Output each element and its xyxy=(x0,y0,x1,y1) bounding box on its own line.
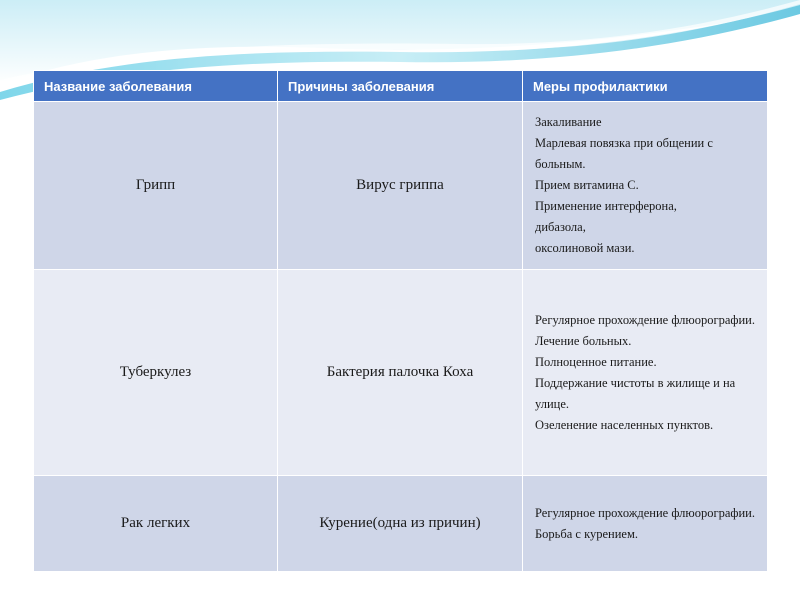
measure-item: Регулярное прохождение флюорографии. xyxy=(535,505,755,520)
disease-cause: Бактерия палочка Коха xyxy=(278,270,523,476)
measure-item: Закаливание xyxy=(535,115,602,129)
disease-cause: Вирус гриппа xyxy=(278,102,523,270)
measure-item: Полноценное питание. xyxy=(535,354,657,369)
measure-item: Регулярное прохождение флюорографии. xyxy=(535,312,755,327)
measure-item: Лечение больных. xyxy=(535,333,632,348)
disease-name: Грипп xyxy=(34,102,278,270)
table-row xyxy=(34,102,768,270)
measure-item: Прием витамина С. xyxy=(535,178,639,192)
measure-item: Марлевая повязка при общении с больным. xyxy=(535,136,713,171)
header-prevention: Меры профилактики xyxy=(523,71,768,102)
header-causes: Причины заболевания xyxy=(278,71,523,102)
disease-name: Туберкулез xyxy=(34,270,278,476)
measure-item: дибазола, xyxy=(535,220,586,234)
prevention-measures xyxy=(523,270,768,476)
measure-item: Борьба с курением. xyxy=(535,526,638,541)
measure-item: Применение интерферона, xyxy=(535,199,677,213)
disease-name: Рак легких xyxy=(34,476,278,572)
measure-item: Поддержание чистоты в жилище и на улице. xyxy=(535,375,736,411)
disease-cause: Курение(одна из причин) xyxy=(278,476,523,572)
prevention-measures xyxy=(523,102,768,270)
prevention-measures xyxy=(523,476,768,572)
measure-item: Озеленение населенных пунктов. xyxy=(535,417,714,432)
disease-table xyxy=(33,70,768,572)
table-header-row xyxy=(34,71,768,102)
table-row xyxy=(34,270,768,476)
table-row xyxy=(34,476,768,572)
measure-item: оксолиновой мази. xyxy=(535,241,635,255)
header-disease-name: Название заболевания xyxy=(34,71,278,102)
